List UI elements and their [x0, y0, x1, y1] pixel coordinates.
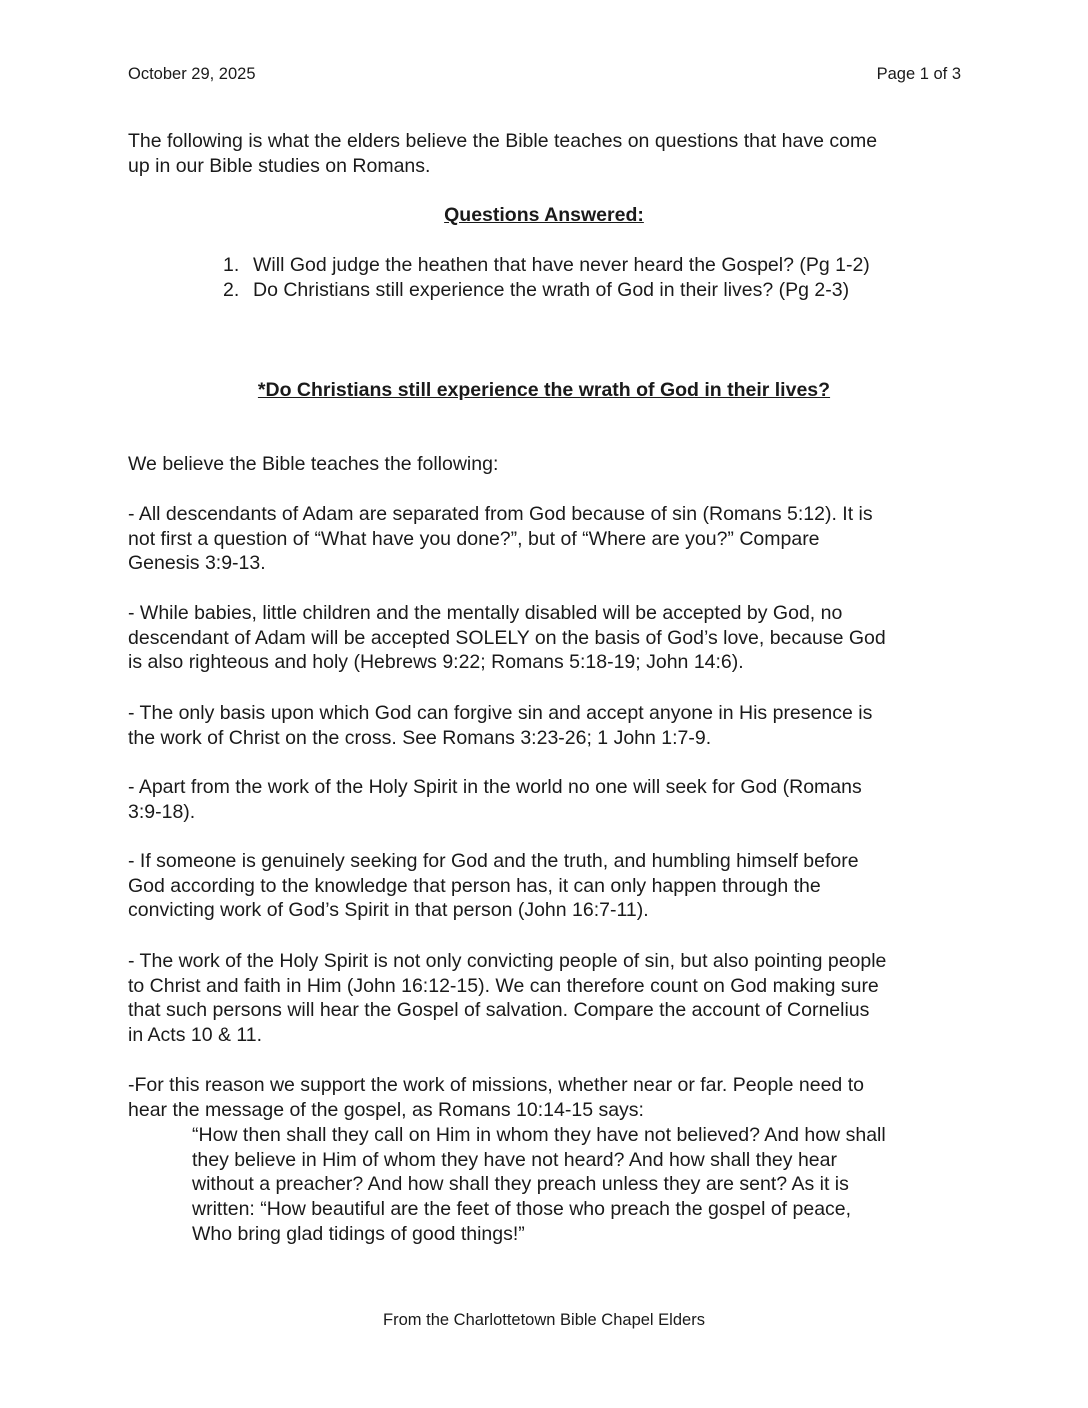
scripture-quote	[192, 1123, 886, 1246]
question-item	[223, 253, 870, 278]
point-line: -For this reason we support the work of missions, whether near or far. People need to	[128, 1074, 864, 1096]
questions-list	[223, 253, 870, 302]
questions-heading: Questions Answered:	[444, 204, 644, 226]
point-line: - The work of the Holy Spirit is not only convicting people of sin, but also pointing people	[128, 950, 887, 972]
point-line: - If someone is genuinely seeking for God and the truth, and humbling himself before	[128, 850, 859, 872]
point-line: 3:9-18).	[128, 800, 196, 823]
intro-paragraph	[128, 129, 968, 178]
question-text: Will God judge the heathen that have never heard the Gospel? (Pg 1-2)	[253, 254, 870, 276]
point-3	[128, 701, 968, 750]
point-line: not first a question of “What have you done?”, but of “Where are you?” Compare	[128, 527, 820, 550]
intro-line: The following is what the elders believe the Bible teaches on questions that have come	[128, 130, 878, 152]
point-line: hear the message of the gospel, as Romans 10:14-15 says:	[128, 1098, 644, 1121]
point-line: - The only basis upon which God can forgive sin and accept anyone in His presence is	[128, 702, 873, 724]
point-line: to Christ and faith in Him (John 16:12-15). We can therefore count on God making sure	[128, 974, 879, 997]
footer-signature: From the Charlottetown Bible Chapel Elders	[383, 1311, 705, 1329]
point-line: - All descendants of Adam are separated from God because of sin (Romans 5:12). It is	[128, 503, 873, 525]
point-7	[128, 1073, 968, 1122]
point-line: that such persons will hear the Gospel of salvation. Compare the account of Cornelius	[128, 999, 870, 1022]
question-number: 1.	[223, 254, 240, 276]
point-line: Genesis 3:9-13.	[128, 552, 266, 575]
quote-line: without a preacher? And how shall they preach unless they are sent? As it is	[192, 1173, 849, 1196]
quote-line: they believe in Him of whom they have not heard? And how shall they hear	[192, 1148, 837, 1171]
point-1	[128, 502, 968, 576]
point-4	[128, 775, 968, 824]
point-5	[128, 849, 968, 923]
header-page-number: Page 1 of 3	[876, 65, 961, 83]
point-line: the work of Christ on the cross. See Romans 3:23-26; 1 John 1:7-9.	[128, 726, 712, 749]
question-text: Do Christians still experience the wrath of God in their lives? (Pg 2-3)	[253, 278, 850, 301]
point-6	[128, 949, 968, 1048]
point-line: in Acts 10 & 11.	[128, 1024, 263, 1047]
header-date: October 29, 2025	[128, 65, 256, 83]
point-line: - Apart from the work of the Holy Spirit in the world no one will seek for God (Romans	[128, 776, 862, 798]
point-line: - While babies, little children and the mentally disabled will be accepted by God, no	[128, 602, 843, 624]
point-line: descendant of Adam will be accepted SOLELY on the basis of God’s love, because God	[128, 626, 886, 649]
quote-line: Who bring glad tidings of good things!”	[192, 1222, 525, 1245]
question-item	[223, 278, 870, 303]
question-number: 2.	[223, 278, 240, 301]
section-heading: *Do Christians still experience the wrath of God in their lives?	[257, 379, 831, 401]
point-line: is also righteous and holy (Hebrews 9:22; Romans 5:18-19; John 14:6).	[128, 651, 744, 674]
point-line: God according to the knowledge that person has, it can only happen through the	[128, 874, 821, 897]
point-2	[128, 601, 968, 675]
belief-intro: We believe the Bible teaches the following:	[128, 453, 499, 475]
point-line: convicting work of God’s Spirit in that person (John 16:7-11).	[128, 899, 649, 922]
quote-line: “How then shall they call on Him in whom they have not believed? And how shall	[192, 1124, 886, 1146]
intro-line: up in our Bible studies on Romans.	[128, 154, 431, 177]
quote-line: written: “How beautiful are the feet of those who preach the gospel of peace,	[192, 1198, 852, 1221]
